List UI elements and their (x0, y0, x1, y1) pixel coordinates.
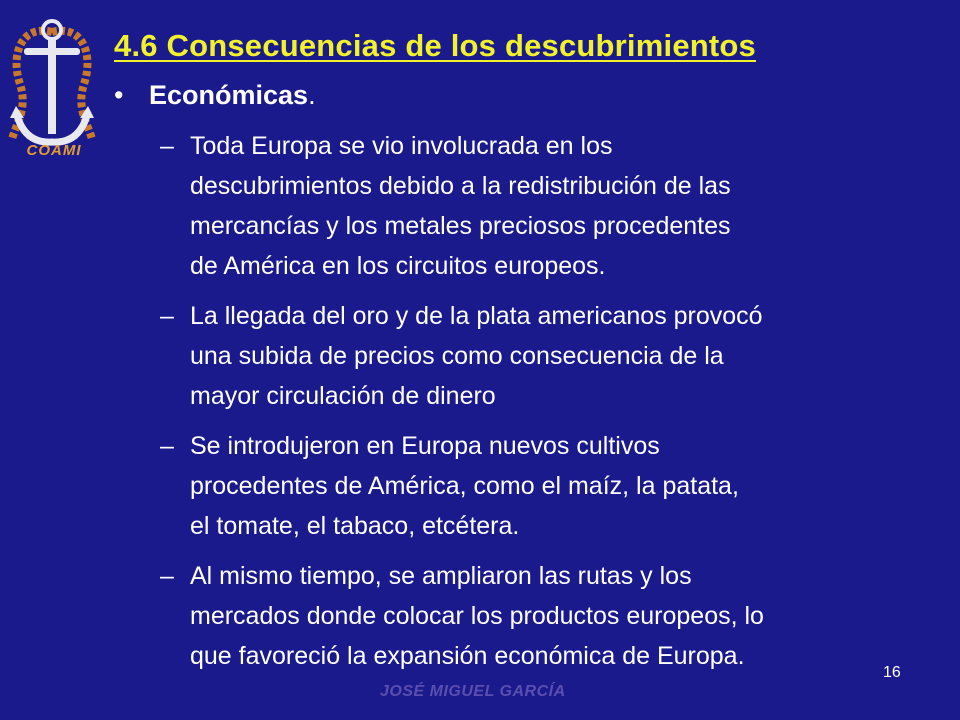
author-footer: JOSÉ MIGUEL GARCÍA (380, 683, 566, 700)
slide-title: 4.6 Consecuencias de los descubrimientos (114, 28, 757, 63)
dash-marker: – (160, 302, 174, 330)
sub-bullet-1 (160, 126, 940, 286)
page-number: 16 (883, 664, 901, 681)
sub-bullet-2 (160, 296, 940, 416)
sub-bullet-3 (160, 426, 940, 546)
logo-text: COAMI (26, 142, 82, 159)
sub-bullet-list (160, 126, 940, 686)
bullet-marker: • (114, 80, 124, 110)
dash-marker: – (160, 132, 174, 160)
sub-bullet-text: Se introdujeron en Europa nuevos cultivos procedentes de América, como el maíz, la patata, el tomate, el tabaco, etcétera. (190, 432, 739, 540)
sub-bullet-text: La llegada del oro y de la plata americanos provocó una subida de precios como consecuencia de la mayor circulación de dinero (190, 302, 763, 410)
sub-bullet-text: Al mismo tiempo, se ampliaron las rutas y los mercados donde colocar los productos europeos, lo que favoreció la expansión económica de Europa. (190, 562, 764, 670)
dash-marker: – (160, 562, 174, 590)
sub-bullet-text: Toda Europa se vio involucrada en los descubrimientos debido a la redistribución de las mercancías y los metales preciosos procedentes de América en los circuitos europeos. (190, 132, 731, 280)
bullet-label: Económicas (149, 80, 309, 110)
dash-marker: – (160, 432, 174, 460)
sub-bullet-4 (160, 556, 940, 676)
main-bullet (114, 80, 316, 111)
bullet-suffix: . (308, 80, 316, 110)
